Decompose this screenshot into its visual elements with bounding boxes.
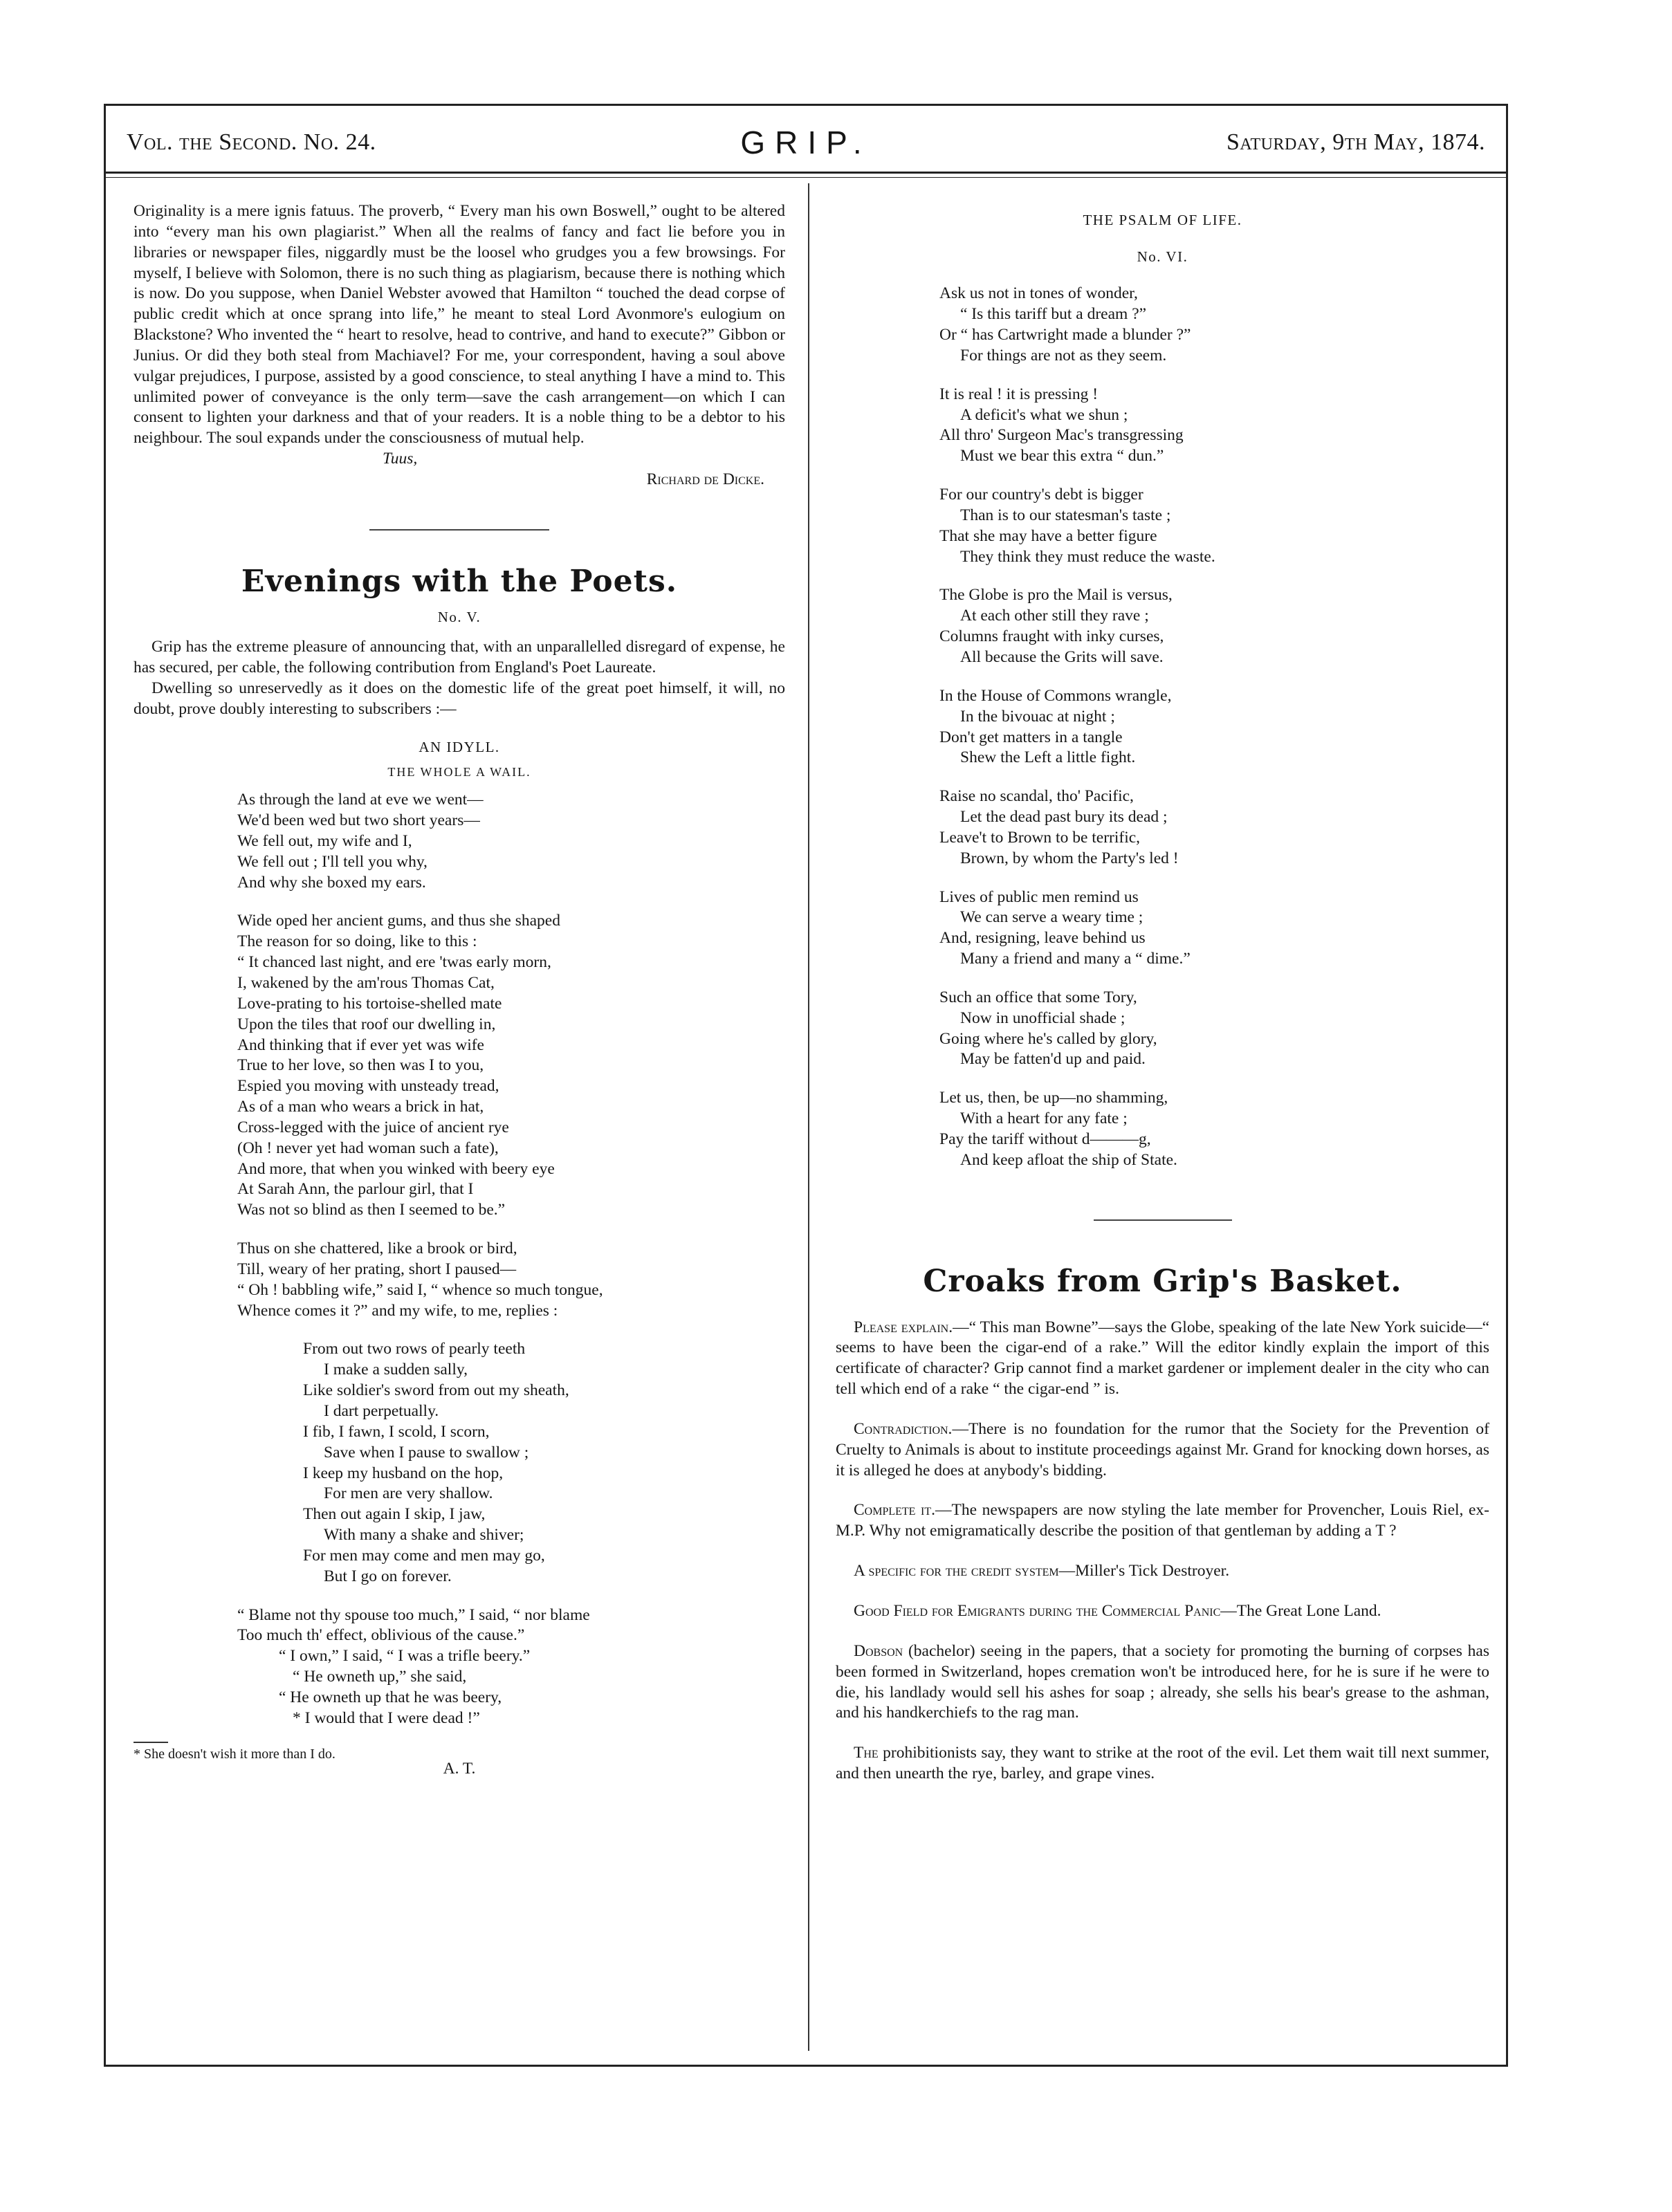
- croak-item: Dobson (bachelor) seeing in the papers, that a society for promoting the burning of corpses has been formed in Switzerland, hopes cremation won't be introduced here, for he is sure if he were to die, his landlady would sell his ashes for soap ; already, she sells his bear's grease to the ashman, and his handkerchiefs to the rag man.: [836, 1641, 1489, 1722]
- croak-item: The prohibitionists say, they want to strike at the root of the evil. Let them wait till next summer, and then unearth the rye, barley, and grape vines.: [836, 1744, 1489, 1783]
- psalm-number: No. VI.: [1137, 248, 1188, 265]
- croak-item: A specific for the credit system—Miller's Tick Destroyer.: [854, 1562, 1230, 1580]
- idyll-stanza-5: “ Blame not thy spouse too much,” I said, “ nor blame Too much th' effect, oblivious of the cause.” “ I own,” I said, “ I was a trifle beery.” “ He owneth up,” she said, “ He owneth up that he was beery, * I would that I were dead !”: [237, 1605, 590, 1727]
- header-rule-thin: [106, 177, 1506, 178]
- idyll-stanza-3: Thus on she chattered, like a brook or bird, Till, weary of her prating, short I paused— “ Oh ! babbling wife,” said I, “ whence so much tongue, Whence comes it ?” and my wife, to me, replies :: [237, 1239, 603, 1320]
- psalm-stanza: It is real ! it is pressing ! A deficit's what we shun ; All thro' Surgeon Mac's transgressing Must we bear this extra “ dun.”: [939, 385, 1184, 466]
- idyll-subtitle: THE WHOLE A WAIL.: [387, 765, 531, 780]
- section-separator: [1094, 1219, 1232, 1221]
- psalm-stanza: Let us, then, be up—no shamming, With a heart for any fate ; Pay the tariff without d———g, And keep afloat the ship of State.: [939, 1089, 1177, 1169]
- section-separator: [369, 529, 549, 531]
- psalm-stanza: Ask us not in tones of wonder, “ Is this tariff but a dream ?” Or “ has Cartwright made a blunder ?” For things are not as they seem.: [939, 284, 1191, 365]
- idyll-stanza-2: Wide oped her ancient gums, and thus she shaped The reason for so doing, like to this : “ It chanced last night, and ere 'twas early morn, I, wakened by the am'rous Thomas Cat, Love-prating to his tortoise-shelled mate Upon the tiles that roof our dwelling in, And thinking that if ever yet was wife True to her love, so then was I to you, Espied you moving with unsteady tread, As of a man who wears a brick in hat, Cross-legged with the juice of ancient rye (Oh ! never yet had woman such a fate), And more, that when you winked with beery eye At Sarah Ann, the parlour girl, that I Was not so blind as then I seemed to be.”: [237, 912, 560, 1219]
- idyll-title: AN IDYLL.: [419, 738, 500, 755]
- newspaper-page: [104, 104, 1508, 2067]
- psalm-stanza: For our country's debt is bigger Than is to our statesman's taste ; That she may have a better figure They think they must reduce the waste.: [939, 486, 1215, 566]
- letter-body: Originality is a mere ignis fatuus. The proverb, “ Every man his own Boswell,” ought to be altered into “every man his own plagiarist.” When all the realms of fancy and fact lie before you in libraries or newspaper files, niggardly must be the loosel who grudges you a few browsings. For myself, I believe with Solomon, there is no such thing as plagiarism, because there is nothing which is now. Do you suppose, when Daniel Webster avowed that Hamilton “ touched the dead corpse of public credit which at once sprang into life,” he meant to steal Lord Avonmore's eulogium on Blackstone? Who invented the “ heart to resolve, head to contrive, and hand to execute?” Gibbon or Junius. Or did they both steal from Machiavel? For me, your correspondent, having a soul above vulgar prejudices, I purpose, assisted by a good conscience, to steal anything I have a mind to. This unlimited power of conveyance is the only term—save the cash arrangement—on which I can consent to lighten your darkness and that of your readers. It is a noble thing to be a debtor to his neighbour. The soul expands under the consciousness of mutual help.: [134, 202, 785, 448]
- intro-paragraph-2: Dwelling so unreservedly as it does on the domestic life of the great poet himself, it will, no doubt, prove doubly interesting to subscribers :—: [134, 679, 785, 718]
- croaks-title: Croaks from Grip's Basket.: [923, 1263, 1402, 1299]
- footnote: * She doesn't wish it more than I do.: [134, 1746, 336, 1762]
- poem-initials: A. T.: [443, 1760, 476, 1778]
- psalm-stanza: The Globe is pro the Mail is versus, At each other still they rave ; Columns fraught with inky curses, All because the Grits will save.: [939, 586, 1173, 666]
- masthead: [127, 124, 1485, 165]
- newspaper-title: GRIP.: [740, 125, 872, 160]
- footnote-rule: [134, 1742, 168, 1743]
- croak-item: Please explain.—“ This man Bowne”—says the Globe, speaking of the late New York suicide—“ seems to have been the cigar-end of a rake.” Will the editor kindly explain the import of this certificate of character? Grip cannot find a market gardener or implement dealer in the city who can tell which end of a rake “ the cigar-end ” is.: [836, 1318, 1490, 1399]
- left-column: [134, 201, 785, 1780]
- letter-signature: Richard de Dicke.: [646, 470, 764, 488]
- letter-tuus: Tuus,: [383, 450, 418, 468]
- croak-item: Complete it.—The newspapers are now styling the late member for Provencher, Louis Riel, ex-M.P. Why not emigramatically describe the position of that gentleman by adding a T ?: [836, 1501, 1489, 1540]
- psalm-stanza: Such an office that some Tory, Now in unofficial shade ; Going where he's called by glory, May be fatten'd up and paid.: [939, 988, 1157, 1069]
- psalm-stanza: Raise no scandal, tho' Pacific, Let the dead past bury its dead ; Leave't to Brown to be terrific, Brown, by whom the Party's led !: [939, 787, 1179, 867]
- psalm-stanza: In the House of Commons wrangle, In the bivouac at night ; Don't get matters in a tangle Shew the Left a little fight.: [939, 686, 1172, 767]
- idyll-stanza-1: As through the land at eve we went— We'd been wed but two short years— We fell out, my wife and I, We fell out ; I'll tell you why, And why she boxed my ears.: [237, 791, 484, 892]
- right-column: [836, 201, 1489, 1785]
- idyll-stanza-4: From out two rows of pearly teeth I make a sudden sally, Like soldier's sword from out my sheath, I dart perpetually. I fib, I fawn, I scold, I scorn, Save when I pause to swallow ; I keep my husband on the hop, For men are very shallow. Then out again I skip, I jaw, With many a shake and shiver; For men may come and men may go, But I go on forever.: [303, 1340, 569, 1585]
- croak-item: Contradiction.—There is no foundation for the rumor that the Society for the Prevention of Cruelty to Animals is about to institute proceedings against Mr. Grand for knocking down horses, as it is alleged he does at anybody's bidding.: [836, 1419, 1489, 1480]
- psalm-title: THE PSALM OF LIFE.: [1083, 212, 1242, 228]
- psalm-stanza: Lives of public men remind us We can serve a weary time ; And, resigning, leave behind us Many a friend and many a “ dime.”: [939, 887, 1191, 968]
- header-rule: [106, 172, 1506, 174]
- evenings-number: No. V.: [437, 608, 481, 625]
- evenings-title: Evenings with the Poets.: [241, 563, 678, 599]
- intro-paragraph-1: Grip has the extreme pleasure of announcing that, with an unparallelled disregard of expense, he has secured, per cable, the following contribution from England's Poet Laureate.: [134, 638, 785, 677]
- croak-item: Good Field for Emigrants during the Commercial Panic—The Great Lone Land.: [854, 1602, 1381, 1620]
- column-divider: [808, 183, 809, 2051]
- issue-date: Saturday, 9th May, 1874.: [1226, 129, 1485, 155]
- volume-number: Vol. the Second. No. 24.: [127, 129, 376, 155]
